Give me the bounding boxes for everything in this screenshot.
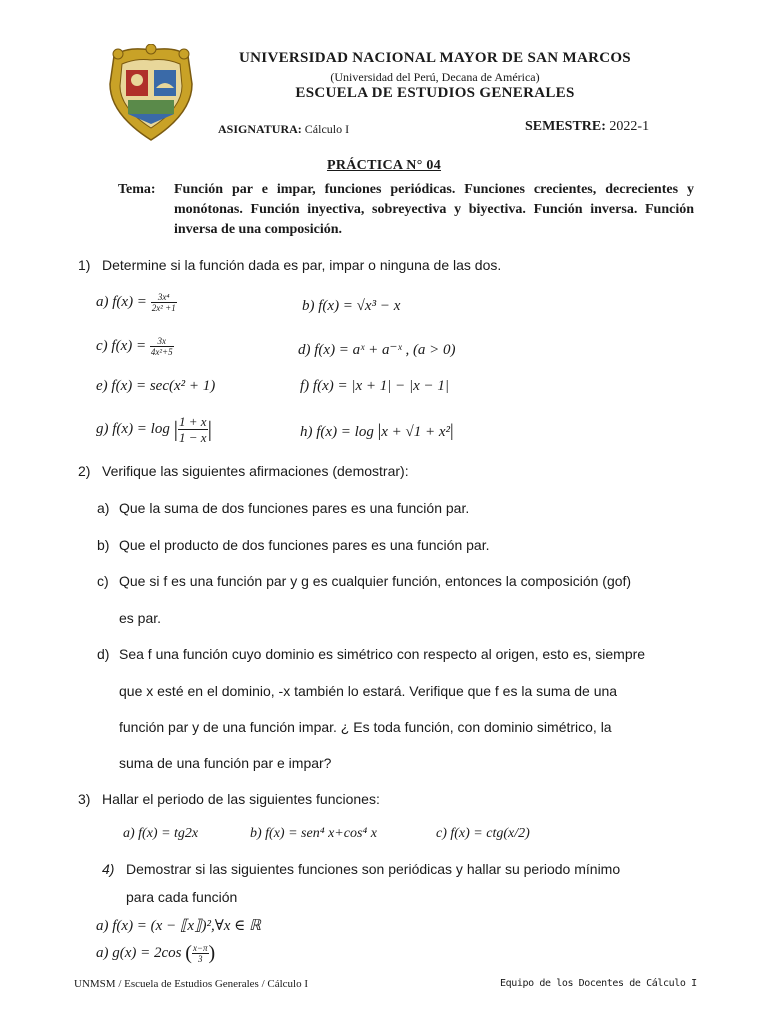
q1-h-label: h) f(x) = log (300, 424, 374, 440)
q3-a: a) f(x) = tg2x (123, 826, 199, 841)
q1-g-numerator: 1 + x (179, 414, 207, 429)
subject-value: Cálculo I (304, 122, 350, 136)
q2-d-label: d) (97, 646, 110, 662)
q1-b: b) f(x) = √x³ − x (302, 298, 401, 314)
q1-g-label: g) f(x) = log (96, 420, 170, 437)
q4-b-label: a) g(x) = 2cos (96, 944, 182, 961)
q1-c-denominator: 4x²+5 (150, 347, 173, 357)
q2-b-text: Que el producto de dos funciones pares es una función par. (119, 537, 490, 553)
q1-a-numerator: 3x⁴ (151, 292, 177, 303)
q2-text: Verifique las siguientes afirmaciones (demostrar): (102, 463, 409, 479)
q4-a: a) f(x) = (x − ⟦x⟧)²,∀x ∈ ℝ (96, 918, 261, 934)
q1-e: e) f(x) = sec(x² + 1) (96, 378, 216, 394)
q2-c-label: c) (97, 573, 109, 589)
q1-number: 1) (78, 257, 91, 273)
q2-d-line2: que x esté en el dominio, -x también lo estará. Verifique que f es la suma de una (119, 683, 618, 699)
q2-d-line1: Sea f una función cuyo dominio es simétrico con respecto al origen, esto es, siempre (119, 646, 646, 662)
q2-a-label: a) (97, 500, 110, 516)
q1-c-numerator: 3x (150, 336, 174, 347)
footer-left: UNMSM / Escuela de Estudios Generales / Cálculo I (74, 978, 309, 990)
q1-c-label: c) f(x) = (96, 337, 147, 354)
footer-right: Equipo de los Docentes de Cálculo I (500, 978, 697, 989)
q4-line2: para cada función (126, 889, 238, 905)
q4-number: 4) (102, 861, 115, 877)
q3-c: c) f(x) = ctg(x/2) (436, 826, 530, 841)
q4-b: a) g(x) = 2cos ( $\frac{x-\pi}{3}$ ) (96, 942, 216, 964)
semester-label: SEMESTRE: (525, 119, 606, 134)
q2-c-line2: es par. (119, 610, 162, 626)
q1-a-denominator: 2x² +1 (151, 303, 176, 313)
q4-b-numerator: x−π (192, 943, 208, 953)
subject-label: ASIGNATURA: (218, 122, 302, 136)
q1-c (96, 336, 174, 357)
semester-line (525, 119, 649, 135)
q1-a-label: a) f(x) = (96, 293, 147, 310)
q1-h-inner: x + √1 + x² (381, 424, 451, 440)
q2-d-line4: suma de una función par e impar? (119, 755, 332, 771)
q1-a (96, 292, 177, 313)
topic-text: Función par e impar, funciones periódicas. Funciones crecientes, decrecientes y monótonas. Función inyectiva, sobreyectiva y biyectiva. Función inversa. Función inversa de una composición. (174, 182, 694, 237)
q1-h: h) f(x) = log |x + √1 + x²| (300, 420, 454, 440)
school-name: ESCUELA DE ESTUDIOS GENERALES (295, 85, 575, 101)
subject-line (218, 122, 349, 137)
university-crest-logo (106, 44, 196, 144)
q1-d: d) f(x) = aˣ + a⁻ˣ , (a > 0) (298, 342, 456, 358)
q3-text: Hallar el periodo de las siguientes funciones: (102, 791, 380, 807)
q4-line1: Demostrar si las siguientes funciones son periódicas y hallar su periodo mínimo (126, 861, 621, 877)
university-name: UNIVERSIDAD NACIONAL MAYOR DE SAN MARCOS (239, 50, 631, 66)
q1-g-denominator: 1 − x (179, 430, 207, 445)
q2-b-label: b) (97, 537, 110, 553)
q2-a-text: Que la suma de dos funciones pares es una función par. (119, 500, 470, 516)
q2-number: 2) (78, 463, 91, 479)
q3-number: 3) (78, 791, 91, 807)
practice-title: PRÁCTICA N° 04 (326, 158, 442, 173)
semester-value: 2022-1 (609, 119, 650, 134)
q4-b-denominator: 3 (197, 954, 203, 964)
q1-f: f) f(x) = |x + 1| − |x − 1| (300, 378, 450, 394)
q3-b: b) f(x) = sen⁴ x+cos⁴ x (250, 826, 377, 841)
q1-g: g) f(x) = log | $\frac{1 + x}{1 - x}$ | (96, 414, 212, 445)
q2-d-line3: función par y de una función impar. ¿ Es toda función, con dominio simétrico, la (119, 719, 612, 735)
topic-label: Tema: (118, 182, 156, 197)
q1-text: Determine si la función dada es par, impar o ninguna de las dos. (102, 257, 502, 273)
university-subtitle: (Universidad del Perú, Decana de América) (330, 70, 540, 84)
q2-c-line1: Que si f es una función par y g es cualquier función, entonces la composición (gof) (119, 573, 632, 589)
